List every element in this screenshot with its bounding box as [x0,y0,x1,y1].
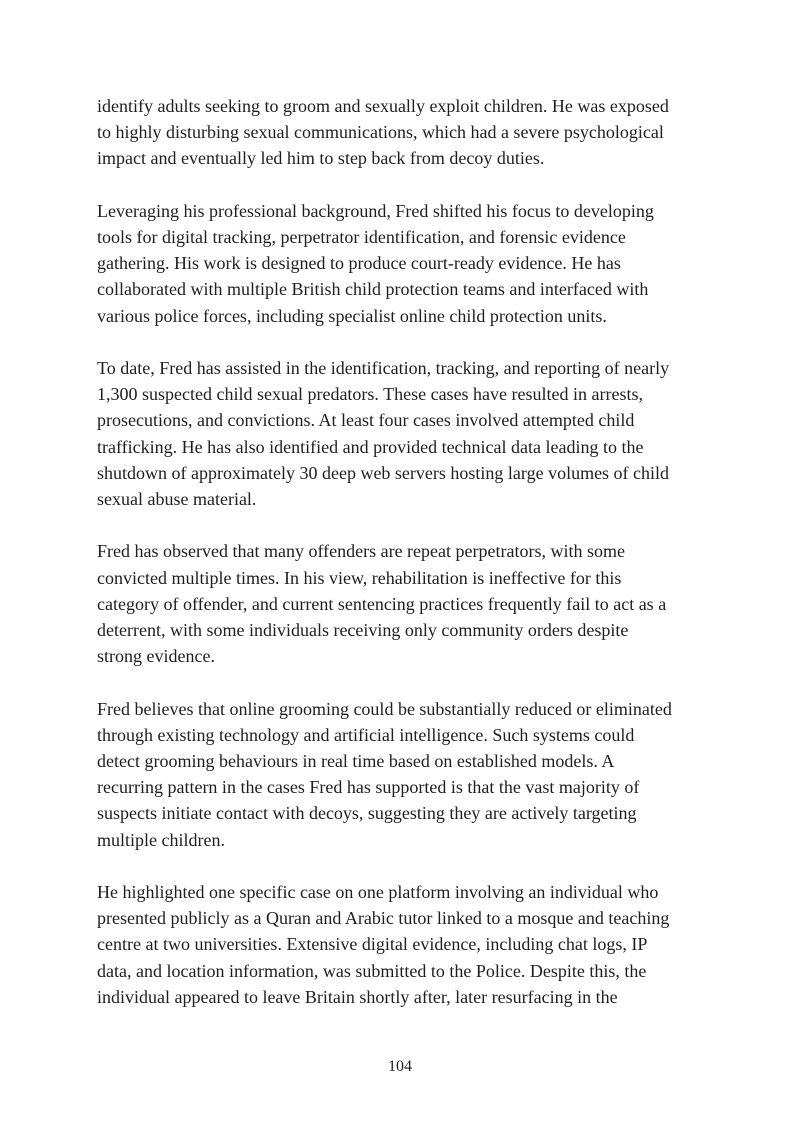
paragraph [97,696,707,853]
text-line: data, and location information, was submitted to the Police. Despite this, the [97,960,647,981]
text-line: trafficking. He has also identified and provided technical data leading to the [97,436,644,457]
text-line: shutdown of approximately 30 deep web servers hosting large volumes of child [97,462,670,483]
text-line: deterrent, with some individuals receiving only community orders despite [97,620,629,641]
text-line: multiple children. [97,829,225,850]
text-line: recurring pattern in the cases Fred has supported is that the vast majority of [97,777,640,798]
text-line: Fred believes that online grooming could be substantially reduced or eliminated [97,698,672,719]
text-line: sexual abuse material. [97,489,257,510]
paragraph [97,198,707,329]
text-line: through existing technology and artificial intelligence. Such systems could [97,724,635,745]
text-line: convicted multiple times. In his view, rehabilitation is ineffective for this [97,567,622,588]
paragraph [97,93,707,172]
text-line: 1,300 suspected child sexual predators. These cases have resulted in arrests, [97,384,643,405]
page-number: 104 [388,1058,412,1075]
text-line: prosecutions, and convictions. At least four cases involved attempted child [97,410,635,431]
text-line: presented publicly as a Quran and Arabic tutor linked to a mosque and teaching [97,908,670,929]
text-line: strong evidence. [97,646,215,667]
text-line: tools for digital tracking, perpetrator identification, and forensic evidence [97,227,626,247]
text-line: suspects initiate contact with decoys, suggesting they are actively targeting [97,803,637,824]
text-line: He highlighted one specific case on one platform involving an individual who [97,882,659,903]
paragraph [97,538,707,669]
text-line: Fred has observed that many offenders are repeat perpetrators, with some [97,541,625,562]
text-line: various police forces, including specialist online child protection units. [97,305,607,326]
body-text [97,93,707,1036]
paragraph [97,879,707,1010]
text-line: impact and eventually led him to step back from decoy duties. [97,148,545,169]
text-line: identify adults seeking to groom and sexually exploit children. He was exposed [97,96,669,116]
text-line: to highly disturbing sexual communications, which had a severe psychological [97,122,664,143]
text-line: individual appeared to leave Britain shortly after, later resurfacing in the [97,986,618,1007]
text-line: To date, Fred has assisted in the identification, tracking, and reporting of nearly [97,358,670,378]
text-line: centre at two universities. Extensive digital evidence, including chat logs, IP [97,934,648,955]
text-line: gathering. His work is designed to produce court-ready evidence. He has [97,253,621,274]
text-line: collaborated with multiple British child protection teams and interfaced with [97,279,649,300]
text-line: category of offender, and current sentencing practices frequently fail to act as a [97,593,667,614]
text-line: Leveraging his professional background, Fred shifted his focus to developing [97,200,654,221]
paragraph [97,355,707,512]
text-line: detect grooming behaviours in real time based on established models. A [97,751,615,772]
